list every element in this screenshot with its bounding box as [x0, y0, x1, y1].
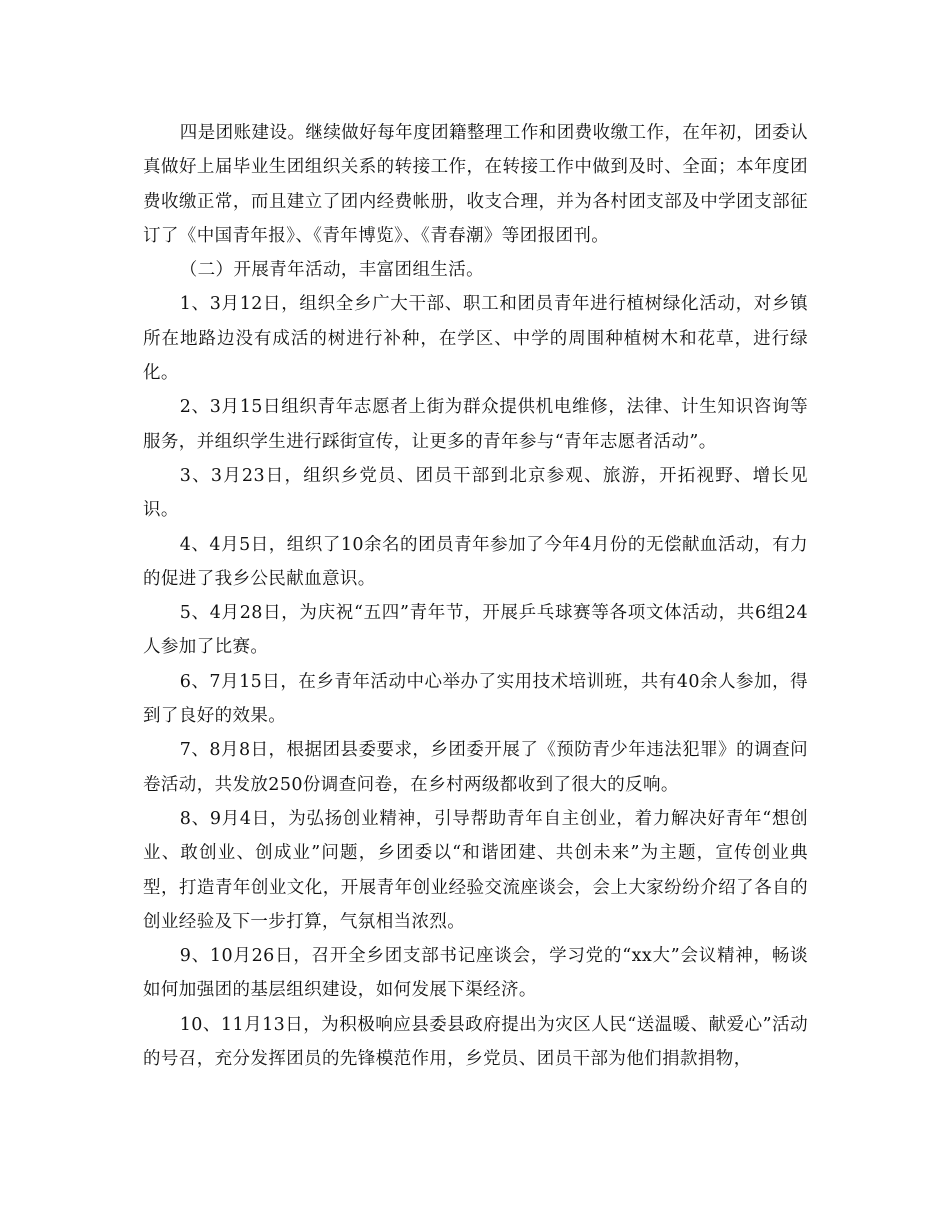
list-item-10: 10、11月13日，为积极响应县委县政府提出为灾区人民“送温暖、献爱心”活动的号召，充分发挥团员的先锋模范作用，乡党员、团员干部为他们捐款捐物， — [143, 1014, 808, 1070]
list-item-1: 1、3月12日，组织全乡广大干部、职工和团员青年进行植树绿化活动，对乡镇所在地路边没有成活的树进行补种，在学区、中学的周围种植树木和花草，进行绿化。 — [143, 294, 808, 384]
list-item-3: 3、3月23日，组织乡党员、团员干部到北京参观、旅游，开拓视野、增长见识。 — [143, 465, 808, 521]
list-item-4: 4、4月5日，组织了10余名的团员青年参加了今年4月份的无偿献血活动，有力的促进了我乡公民献血意识。 — [143, 534, 808, 589]
list-item-8: 8、9月4日，为弘扬创业精神，引导帮助青年自主创业，着力解决好青年“想创业、敢创业、创成业”问题，乡团委以“和谐团建、共创未来”为主题，宣传创业典型，打造青年创业文化，开展青年创业经验交流座谈会，会上大家纷纷介绍了各自的创业经验及下一步打算，气氛相当浓烈。 — [143, 808, 808, 932]
list-item-2: 2、3月15日组织青年志愿者上街为群众提供机电维修，法律、计生知识咨询等服务，并组织学生进行踩街宣传，让更多的青年参与“青年志愿者活动”。 — [143, 397, 808, 452]
list-item-7: 7、8月8日，根据团县委要求，乡团委开展了《预防青少年违法犯罪》的调查问卷活动，共发放250份调查问卷，在乡村两级都收到了很大的反响。 — [143, 740, 808, 795]
list-item-5: 5、4月28日，为庆祝“五四”青年节，开展乒乓球赛等各项文体活动，共6组24人参加了比赛。 — [143, 603, 808, 658]
section-heading-youth-activities: （二）开展青年活动，丰富团组生活。 — [179, 260, 485, 281]
paragraph-account-building: 四是团账建设。继续做好每年度团籍整理工作和团费收缴工作，在年初，团委认真做好上届毕业生团组织关系的转接工作，在转接工作中做到及时、全面；本年度团费收缴正常，而且建立了团内经费帐册，收支合理，并为各村团支部及中学团支部征订了《中国青年报》、《青年博览》、《青春潮》等团报团刊。 — [143, 123, 808, 246]
list-item-6: 6、7月15日，在乡青年活动中心举办了实用技术培训班，共有40余人参加，得到了良好的效果。 — [143, 671, 808, 727]
document-body — [143, 116, 808, 1076]
list-item-9: 9、10月26日，召开全乡团支部书记座谈会，学习党的“xx大”会议精神，畅谈如何加强团的基层组织建设，如何发展下渠经济。 — [143, 946, 808, 1001]
